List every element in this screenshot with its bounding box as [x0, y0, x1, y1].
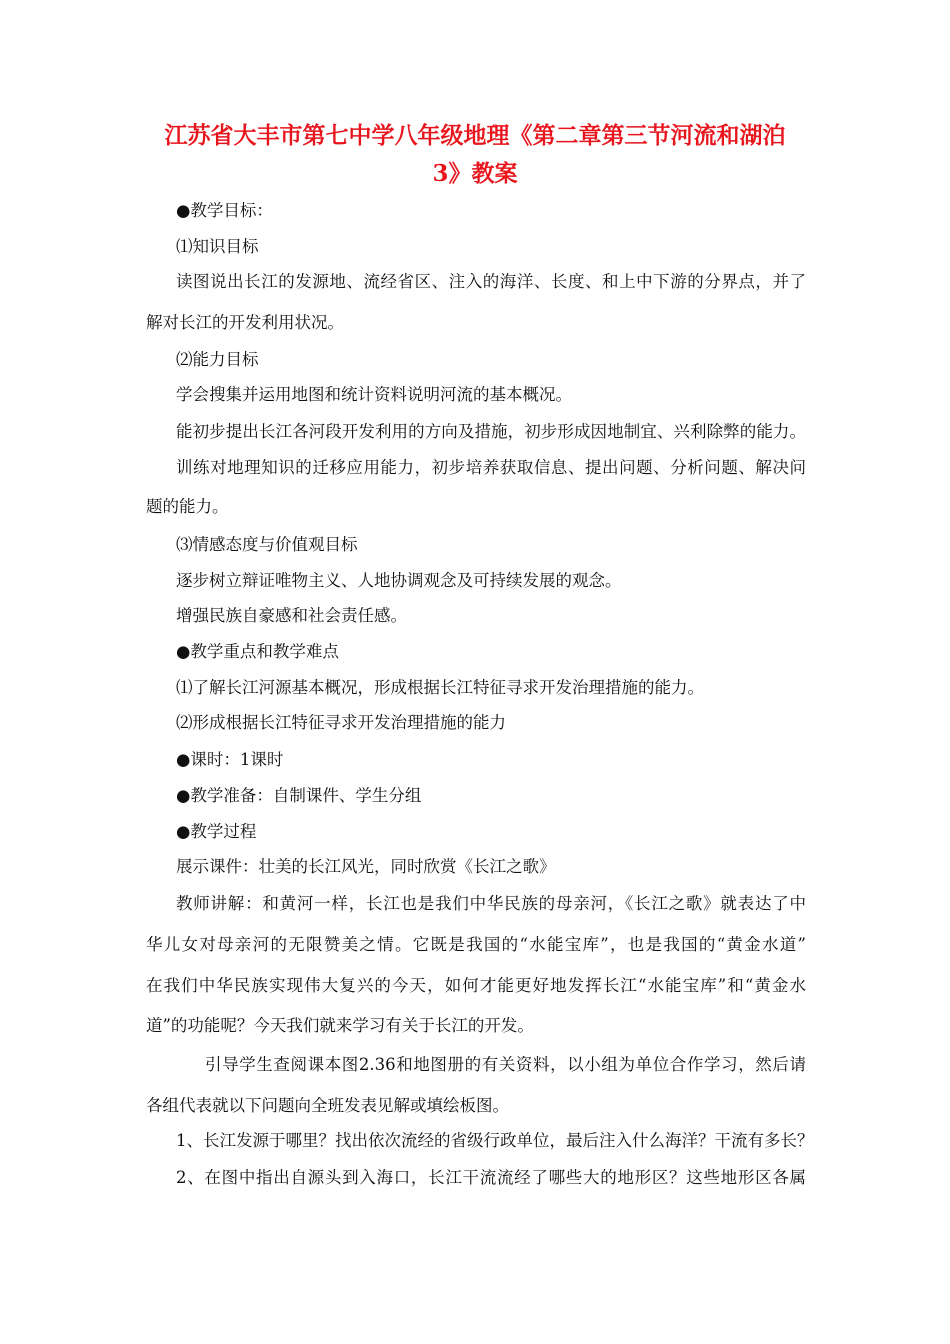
paragraph-knowledge-line-2: 解对长江的开发利用状况。 — [146, 313, 344, 332]
paragraph-ability-1: 学会搜集并运用地图和统计资料说明河流的基本概况。 — [176, 385, 572, 404]
paragraph-guide-line-1: 引导学生查阅课本图2.36和地图册的有关资料，以小组为单位合作学习，然后请 — [205, 1055, 806, 1074]
paragraph-ability-3-line-1: 训练对地理知识的迁移应用能力，初步培养获取信息、提出问题、分析问题、解决问 — [176, 458, 806, 477]
paragraph-teacher-line-2: 华儿女对母亲河的无限赞美之情。它既是我国的“水能宝库”，也是我国的“黄金水道” — [146, 935, 806, 954]
paragraph-courseware: 展示课件：壮美的长江风光，同时欣赏《长江之歌》 — [176, 857, 556, 876]
paragraph-ability-2: 能初步提出长江各河段开发利用的方向及措施，初步形成因地制宜、兴利除弊的能力。 — [176, 422, 806, 441]
paragraph-key-point-2: ⑵形成根据长江特征寻求开发治理措施的能力 — [176, 713, 506, 732]
subheading-knowledge-goals: ⑴知识目标 — [176, 237, 259, 256]
document-title-line-2: 3》教案 — [432, 160, 518, 187]
question-1: 1、长江发源于哪里？找出依次流经的省级行政单位，最后注入什么海洋？干流有多长？ — [176, 1131, 814, 1150]
section-heading-process: ●教学过程 — [176, 822, 257, 841]
paragraph-guide-line-2: 各组代表就以下问题向全班发表见解或填绘板图。 — [146, 1096, 509, 1115]
section-heading-objectives: ●教学目标： — [176, 201, 273, 220]
section-heading-key-points: ●教学重点和教学难点 — [176, 642, 339, 661]
paragraph-attitude-2: 增强民族自豪感和社会责任感。 — [176, 606, 407, 625]
paragraph-ability-3-line-2: 题的能力。 — [146, 497, 229, 516]
paragraph-attitude-1: 逐步树立辩证唯物主义、人地协调观念及可持续发展的观念。 — [176, 571, 622, 590]
paragraph-key-point-1: ⑴了解长江河源基本概况，形成根据长江特征寻求开发治理措施的能力。 — [176, 678, 704, 697]
paragraph-teacher-line-1: 教师讲解：和黄河一样，长江也是我们中华民族的母亲河，《长江之歌》就表达了中 — [176, 894, 806, 913]
section-heading-class-hours: ●课时：1课时 — [176, 750, 284, 769]
paragraph-knowledge-line-1: 读图说出长江的发源地、流经省区、注入的海洋、长度、和上中下游的分界点，并了 — [176, 272, 806, 291]
paragraph-teacher-line-4: 道”的功能呢？今天我们就来学习有关于长江的开发。 — [146, 1016, 534, 1035]
paragraph-teacher-line-3: 在我们中华民族实现伟大复兴的今天，如何才能更好地发挥长江“水能宝库”和“黄金水 — [146, 976, 806, 995]
subheading-ability-goals: ⑵能力目标 — [176, 350, 259, 369]
question-2: 2、在图中指出自源头到入海口，长江干流流经了哪些大的地形区？这些地形区各属 — [176, 1168, 806, 1187]
document-title-line-1: 江苏省大丰市第七中学八年级地理《第二章第三节河流和湖泊 — [164, 122, 786, 149]
subheading-attitude-goals: ⑶情感态度与价值观目标 — [176, 535, 358, 554]
section-heading-preparation: ●教学准备：自制课件、学生分组 — [176, 786, 422, 805]
